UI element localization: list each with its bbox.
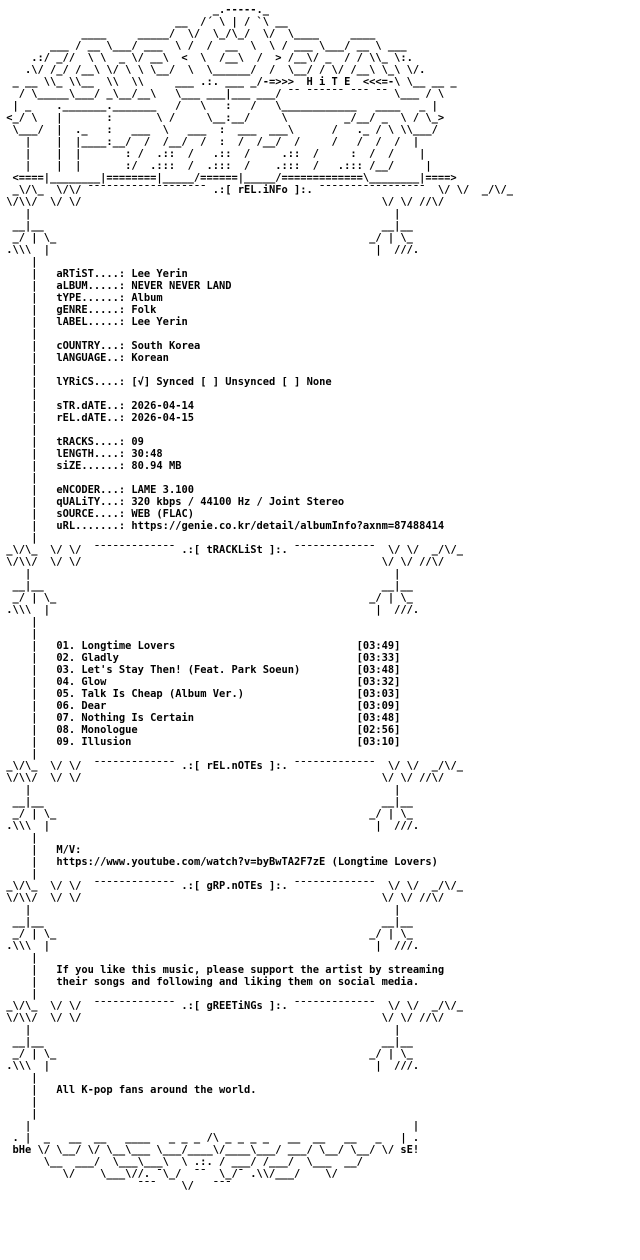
info-label-rel_date: rEL.dATE..: [56, 412, 126, 424]
section-divider-tracklist: _\/\_ \/ \/ ¯¯¯¯¯¯¯¯¯¯¯¯¯ .:[ tRACKLiSt ]:. ¯¯¯¯¯¯¯¯¯¯¯¯¯ \/ \/ _/\/_ \/\\/ \/ \/ \/ \/ //\/ | | __|__ __|__ _/ | \_ _/ | \_ .\\\ | | ///. [0, 544, 463, 616]
info-value-language: Korean [131, 352, 169, 364]
info-value-album: NEVER NEVER LAND [131, 280, 232, 292]
info-label-url: uRL.......: [56, 520, 126, 532]
track-title: Monologue [81, 724, 138, 736]
info-label-quality: qUALiTY...: [56, 496, 126, 508]
section-title-text: rEL.nOTEs [206, 760, 263, 772]
track-number: 02. [56, 652, 76, 664]
info-label-tracks: tRACKS....: [56, 436, 126, 448]
track-number: 06. [56, 700, 76, 712]
info-value-label: Lee Yerin [131, 316, 188, 328]
track-row [56, 736, 400, 748]
nfo-document: _.-----._ __ /´ \ | / `\ __ ____ _____/ \/ \_/\_/ \/ \____ ____ ___ / __ \___/ ___ \ / / __ \ \ / ___ \___/ __ \ ___ .:/ _// \ \ _ \/ __\ < \ /__\ / > /__\/ _ / / \\_ \:. .\/ /_/ /__\ \/ \ \ \__/ \ \______/ / \__/ / \/ /__\ \_\ \/. _ __ \\_ \\__ \\ \\ ___ .:. ___ _/-=>>> H i T E <<<=-\ \__ __ _ / \_____\___/ _\__/__\ \___ ___|___ ___/ ¯¯ ¯¯¯¯¯¯ ¯¯¯ ¯¯ \___ / \ | _ ._______._______ / \ : / \____________ ____ _ | <_/ \ | : \ / \__:__/ \ _/__/ _ \ / \_> \___/ | ._ : ___ \ ___ : ___ ___\ / ._ / \ \\___/ | | |____:__/ / /__/ / : / /__/ / / / / / | | | | : / .:: / .:: / .:: / : / / | | | | :/ .::: / .::: / .::: / .::: /__/ | <====|________|========|_____/======|_____/=============\________|====> _\/\_ \/\/ ¯¯¯¯¯¯¯¯¯¯¯¯¯¯¯¯¯¯¯ .:[ rEL.iNFo ]:. ¯¯¯¯¯¯¯¯¯¯¯¯¯¯¯¯¯ \/ \/ _/\/_ \/\\/ \/ \/ \/ \/ //\/ | | __|__ __|__ _/ | \_ _/ | \_ .\\\ | | ///. | | aRTiST....: Lee Yerin | aLBUM.....: NEVER NEVER LAND | tYPE......: Album | gENRE.....: Folk | lABEL.....: Lee Yerin | | cOUNTRY...: South Korea | lANGUAGE..: Korean | | lYRiCS....: [√] Synced [ ] Unsynced [ ] None | | sTR.dATE..: 2026-04-14 | rEL.dATE..: 2026-04-15 | | tRACKS....: 09 | lENGTH....: 30:48 | siZE......: 80.94 MB | | eNCODER...: LAME 3.100 | qUALiTY...: 320 kbps / 44100 Hz / Joint Stereo | sOURCE....: WEB (FLAC) | uRL.......: https://genie.co.kr/detail/albumInfo?axnm=87488414 | _\/\_ \/ \/ ¯¯¯¯¯¯¯¯¯¯¯¯¯ .:[ tRACKLiSt ]:. ¯¯¯¯¯¯¯¯¯¯¯¯¯ \/ \/ _/\/_ \/\\/ \/ \/ \/ \/ //\/ | | __|__ __|__ _/ | \_ _/ | \_ .\\\ | | ///. | | | 01. Longtime Lovers [03:49] | 02. Gladly [03:33] | 03. Let's Stay Then! (Feat. Park Soeun) [03:48] | 04. Glow [03:32] | 05. Talk Is Cheap (Album Ver.) [03:03] | 06. Dear [03:09] | 07. Nothing Is Certain [03:48] | 08. Monologue [02:56] | 09. Illusion [03:10] | _\/\_ \/ \/ ¯¯¯¯¯¯¯¯¯¯¯¯¯ .:[ rEL.nOTEs ]:. ¯¯¯¯¯¯¯¯¯¯¯¯¯ \/ \/ _/\/_ \/\\/ \/ \/ \/ \/ //\/ | | __|__ __|__ _/ | \_ _/ | \_ .\\\ | | ///. | | M/V: | https://www.youtube.com/watch?v=byBwTA2F7zE (Longtime Lovers) | _\/\_ \/ \/ ¯¯¯¯¯¯¯¯¯¯¯¯¯ .:[ gRP.nOTEs ]:. ¯¯¯¯¯¯¯¯¯¯¯¯¯ \/ \/ _/\/_ \/\\/ \/ \/ \/ \/ //\/ | | __|__ __|__ _/ | \_ _/ | \_ .\\\ | | ///. | | If you like this music, please support the artist by streaming | their songs and following and liking them on social media. | _\/\_ \/ \/ ¯¯¯¯¯¯¯¯¯¯¯¯¯ .:[ gREETiNGs ]:. ¯¯¯¯¯¯¯¯¯¯¯¯¯ \/ \/ _/\/_ \/\\/ \/ \/ \/ \/ //\/ | | __|__ __|__ _/ | \_ _/ | \_ .\\\ | | ///. | | All K-pop fans around the world. | | | | . | _ __ __ ____ _ _ _ /\ _ _ _ _ __ __ __ _ | . bHe \/ \__/ \/ \__\___ \___/____\/____\___/ ___/ \__/ \__/ \/ sE! \__ ___/ \___\___\ \ .:. / ___/ /___/ \___ __/ \/ \___\//. ¯\_/ ¯¯ \_/¯ .\\/___/ \/ ¯¯¯ \/ ¯¯¯ [0, 4, 513, 1192]
track-duration: [03:48] [356, 712, 401, 724]
info-label-genre: gENRE.....: [56, 304, 126, 316]
track-title: Dear [81, 700, 107, 712]
info-value-rel_date: 2026-04-15 [131, 412, 194, 424]
info-label-size: siZE......: [56, 460, 126, 472]
group-note-line: If you like this music, please support the artist by streaming [56, 964, 445, 976]
info-value-country: South Korea [131, 340, 201, 352]
track-duration: [02:56] [356, 724, 401, 736]
info-label-encoder: eNCODER...: [56, 484, 126, 496]
section-title-text: tRACKLiSt [206, 544, 263, 556]
track-number: 04. [56, 676, 76, 688]
info-label-type: tYPE......: [56, 292, 126, 304]
track-duration: [03:10] [356, 736, 401, 748]
track-duration: [03:32] [356, 676, 401, 688]
track-row [56, 676, 400, 688]
info-value-tracks: 09 [131, 436, 144, 448]
mv-link[interactable]: https://www.youtube.com/watch?v=byBwTA2F7zE (Longtime Lovers) [56, 856, 438, 868]
info-value-encoder: LAME 3.100 [131, 484, 194, 496]
info-value-lyrics: [√] Synced [ ] Unsynced [ ] None [131, 376, 332, 388]
track-number: 05. [56, 688, 76, 700]
section-title-info: rEL.iNFo [237, 184, 288, 196]
track-title: Longtime Lovers [81, 640, 176, 652]
track-title: Nothing Is Certain [81, 712, 194, 724]
track-title: Let's Stay Then! (Feat. Park Soeun) [81, 664, 301, 676]
section-title-grp_notes: .:[ gRP.nOTEs ]:. [181, 880, 288, 892]
track-number: 08. [56, 724, 76, 736]
track-row [56, 664, 400, 676]
section-title-text: gREETiNGs [206, 1000, 263, 1012]
info-value-genre: Folk [131, 304, 157, 316]
track-row [56, 724, 400, 736]
info-label-label: lABEL.....: [56, 316, 126, 328]
info-label-album: aLBUM.....: [56, 280, 126, 292]
track-row [56, 688, 400, 700]
track-row [56, 652, 400, 664]
info-value-str_date: 2026-04-14 [131, 400, 194, 412]
section-title-text: gRP.nOTEs [206, 880, 263, 892]
track-duration: [03:49] [356, 640, 401, 652]
track-duration: [03:09] [356, 700, 401, 712]
track-title: Illusion [81, 736, 132, 748]
section-title-tracklist: .:[ tRACKLiSt ]:. [181, 544, 288, 556]
section-divider-rel_notes: _\/\_ \/ \/ ¯¯¯¯¯¯¯¯¯¯¯¯¯ .:[ rEL.nOTEs ]:. ¯¯¯¯¯¯¯¯¯¯¯¯¯ \/ \/ _/\/_ \/\\/ \/ \/ \/ \/ //\/ | | __|__ __|__ _/ | \_ _/ | \_ .\\\ | | ///. [0, 760, 463, 832]
track-title: Gladly [81, 652, 119, 664]
info-value-size: 80.94 MB [131, 460, 182, 472]
info-label-lyrics: lYRiCS....: [56, 376, 126, 388]
track-row [56, 700, 400, 712]
info-label-length: lENGTH....: [56, 448, 126, 460]
track-duration: [03:03] [356, 688, 401, 700]
info-label-language: lANGUAGE..: [56, 352, 126, 364]
greetings-line: All K-pop fans around the world. [56, 1084, 257, 1096]
track-title: Talk Is Cheap (Album Ver.) [81, 688, 245, 700]
section-title-greetings: .:[ gREETiNGs ]:. [181, 1000, 288, 1012]
group-note-line: their songs and following and liking them on social media. [56, 976, 420, 988]
header-logo-art: _.-----._ __ /´ \ | / `\ __ ____ _____/ \/ \_/\_/ \/ \____ ____ ___ / __ \___/ ___ \ / / __ \ \ / ___ \___/ __ \ ___ .:/ _// \ \ _ \/ __\ < \ /__\ / > /__\/ _ / / \\_ \:. .\/ /_/ /__\ \/ \ \ \__/ \ \______/ / \__/ / \/ /__\ \_\ \/. _ __ \\_ \\__ \\ \\ ___ .:. ___ _/-=>>> H i T E <<<=-\ \__ __ _ / \_____\___/ _\__/__\ \___ ___|___ ___/ ¯¯ ¯¯¯¯¯¯ ¯¯¯ ¯¯ \___ / \ | _ ._______._______ / \ : / \____________ ____ _ | <_/ \ | : \ / \__:__/ \ _/__/ _ \ / \_> \___/ | ._ : ___ \ ___ : ___ ___\ / ._ / \ \\___/ | | |____:__/ / /__/ / : / /__/ / / / / / | | | | : / .:: / .:: / .:: / : / / | | | | :/ .::: / .::: / .::: / .::: /__/ | <====|________|========|_____/======|_____/=============\________|====> _\/\_ \/\/ ¯¯¯¯¯¯¯¯¯¯¯¯¯¯¯¯¯¯¯ [6, 4, 457, 196]
track-duration: [03:33] [356, 652, 401, 664]
track-number: 01. [56, 640, 76, 652]
track-number: 07. [56, 712, 76, 724]
track-title: Glow [81, 676, 107, 688]
track-row [56, 712, 400, 724]
track-number: 03. [56, 664, 76, 676]
info-value-type: Album [131, 292, 163, 304]
mv-label: M/V: [56, 844, 82, 856]
track-row [56, 640, 400, 652]
info-value-source: WEB (FLAC) [131, 508, 194, 520]
footer-art: | | . | _ __ __ ____ _ _ _ /\ _ _ _ _ __ __ __ _ | . bHe \/ \__/ \/ \__\___ \___/____\/____\___/ ___/ \__/ \__/ \/ sE! \__ ___/ \___\___\ \ .:. / ___/ /___/ \___ __/ \/ \___\//. ¯\_/ ¯¯ \_/¯ .\\/___/ \/ ¯¯¯ \/ ¯¯¯ [12, 1120, 420, 1192]
info-label-str_date: sTR.dATE..: [56, 400, 126, 412]
section-divider-greetings: _\/\_ \/ \/ ¯¯¯¯¯¯¯¯¯¯¯¯¯ .:[ gREETiNGs ]:. ¯¯¯¯¯¯¯¯¯¯¯¯¯ \/ \/ _/\/_ \/\\/ \/ \/ \/ \/ //\/ | | __|__ __|__ _/ | \_ _/ | \_ .\\\ | | ///. [0, 1000, 463, 1072]
info-value-url[interactable]: https://genie.co.kr/detail/albumInfo?axnm=87488414 [131, 520, 445, 532]
info-label-artist: aRTiST....: [56, 268, 126, 280]
info-value-length: 30:48 [131, 448, 163, 460]
info-label-country: cOUNTRY...: [56, 340, 126, 352]
track-duration: [03:48] [356, 664, 401, 676]
info-value-artist: Lee Yerin [131, 268, 188, 280]
info-label-source: sOURCE....: [56, 508, 126, 520]
section-title-rel_notes: .:[ rEL.nOTEs ]:. [181, 760, 288, 772]
info-value-quality: 320 kbps / 44100 Hz / Joint Stereo [131, 496, 345, 508]
section-divider-grp_notes: _\/\_ \/ \/ ¯¯¯¯¯¯¯¯¯¯¯¯¯ .:[ gRP.nOTEs ]:. ¯¯¯¯¯¯¯¯¯¯¯¯¯ \/ \/ _/\/_ \/\\/ \/ \/ \/ \/ //\/ | | __|__ __|__ _/ | \_ _/ | \_ .\\\ | | ///. [0, 880, 463, 952]
track-number: 09. [56, 736, 76, 748]
